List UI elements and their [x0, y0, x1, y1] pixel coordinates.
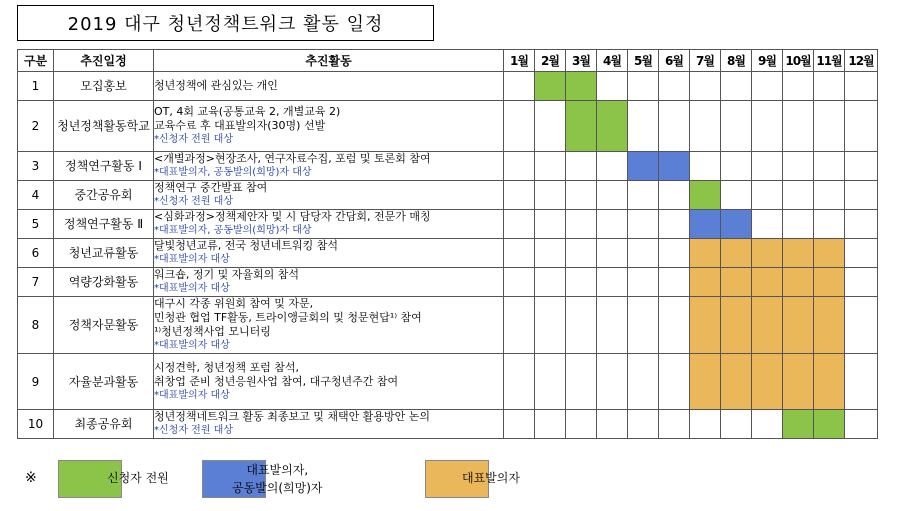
activity-note: *신청자 전원 대상: [154, 425, 233, 436]
header-month: 3월: [566, 50, 597, 72]
row-activity: [154, 410, 504, 439]
month-cell: [504, 72, 535, 101]
row-schedule: 정책연구활동 Ⅱ: [54, 210, 154, 239]
month-cell: [566, 181, 597, 210]
month-cell: [566, 239, 597, 268]
activity-line: 워크숍, 정기 및 자율회의 참석: [154, 268, 299, 281]
activity-note: *대표발의자 대상: [154, 340, 230, 351]
month-cell: [690, 152, 721, 181]
month-cell: [721, 268, 752, 297]
table-row: [18, 210, 878, 239]
month-cell: [845, 268, 878, 297]
month-cell: [783, 101, 814, 152]
month-cell: [783, 210, 814, 239]
month-cell: [752, 210, 783, 239]
month-cell: [504, 181, 535, 210]
header-month: 2월: [535, 50, 566, 72]
row-activity: [154, 101, 504, 152]
month-cell: [659, 268, 690, 297]
activity-line: <심화과정>정책제안자 및 시 담당자 간담회, 전문가 매칭: [154, 210, 431, 223]
month-cell: [597, 239, 628, 268]
month-cell: [535, 297, 566, 354]
row-number: 6: [18, 239, 54, 268]
header-month: 4월: [597, 50, 628, 72]
month-cell: [628, 72, 659, 101]
header-month: 12월: [845, 50, 878, 72]
month-cell: [721, 410, 752, 439]
month-cell: [628, 297, 659, 354]
activity-line: 대구시 각종 위원회 참여 및 자문,: [154, 297, 314, 310]
month-cell: [845, 181, 878, 210]
month-cell: [814, 410, 845, 439]
activity-line: <개별과정>현장조사, 연구자료수집, 포럼 및 토론회 참여: [154, 152, 431, 165]
month-cell: [721, 210, 752, 239]
activity-line: OT, 4회 교육(공통교육 2, 개별교육 2): [154, 105, 341, 118]
month-cell: [597, 297, 628, 354]
month-cell: [752, 268, 783, 297]
table-row: [18, 354, 878, 410]
month-cell: [814, 101, 845, 152]
row-schedule: 정책자문활동: [54, 297, 154, 354]
row-activity: [154, 181, 504, 210]
header-no: 구분: [18, 50, 54, 72]
month-cell: [783, 410, 814, 439]
month-cell: [814, 210, 845, 239]
month-cell: [535, 152, 566, 181]
month-cell: [690, 297, 721, 354]
table-row: [18, 72, 878, 101]
month-cell: [752, 152, 783, 181]
header-month: 1월: [504, 50, 535, 72]
header-month: 8월: [721, 50, 752, 72]
month-cell: [597, 410, 628, 439]
schedule-table: [17, 49, 878, 439]
month-cell: [535, 101, 566, 152]
month-cell: [504, 239, 535, 268]
activity-line: 민청관 협업 TF활동, 트라이앵글회의 및 청문현답¹⁾ 참여: [154, 311, 422, 324]
activity-line: 시정견학, 청년정책 포럼 참석,: [154, 360, 299, 374]
month-cell: [845, 210, 878, 239]
table-row: [18, 152, 878, 181]
month-cell: [504, 152, 535, 181]
month-cell: [690, 210, 721, 239]
month-cell: [628, 268, 659, 297]
month-cell: [535, 181, 566, 210]
header-month: 10월: [783, 50, 814, 72]
month-cell: [752, 181, 783, 210]
month-cell: [566, 101, 597, 152]
header-month: 5월: [628, 50, 659, 72]
header-month: 6월: [659, 50, 690, 72]
row-schedule: 모집홍보: [54, 72, 154, 101]
month-cell: [752, 410, 783, 439]
month-cell: [783, 152, 814, 181]
month-cell: [535, 410, 566, 439]
month-cell: [628, 239, 659, 268]
activity-note: *대표발의자, 공동발의(희망)자 대상: [154, 167, 312, 178]
row-activity: [154, 239, 504, 268]
header-month: 9월: [752, 50, 783, 72]
month-cell: [814, 297, 845, 354]
month-cell: [659, 354, 690, 410]
month-cell: [721, 239, 752, 268]
month-cell: [690, 101, 721, 152]
legend-label-blue: 대표발의자, 공동발의(희망)자: [232, 463, 323, 495]
legend-mark: ※: [25, 470, 37, 486]
month-cell: [535, 239, 566, 268]
month-cell: [845, 101, 878, 152]
month-cell: [721, 72, 752, 101]
month-cell: [628, 152, 659, 181]
row-activity: [154, 152, 504, 181]
month-cell: [659, 297, 690, 354]
table-row: [18, 268, 878, 297]
month-cell: [566, 297, 597, 354]
month-cell: [690, 268, 721, 297]
month-cell: [783, 72, 814, 101]
month-cell: [845, 152, 878, 181]
activity-line: 달빛청년교류, 전국 청년네트워킹 참석: [154, 239, 339, 252]
header-row: [18, 50, 878, 72]
row-number: 3: [18, 152, 54, 181]
month-cell: [659, 210, 690, 239]
row-activity: [154, 354, 504, 410]
month-cell: [659, 410, 690, 439]
month-cell: [597, 101, 628, 152]
row-schedule: 중간공유회: [54, 181, 154, 210]
month-cell: [659, 152, 690, 181]
month-cell: [566, 72, 597, 101]
month-cell: [814, 181, 845, 210]
month-cell: [845, 72, 878, 101]
month-cell: [659, 239, 690, 268]
table-row: [18, 239, 878, 268]
activity-note: *대표발의자 대상: [154, 389, 230, 401]
activity-line: 정책연구 중간발표 참여: [154, 181, 268, 194]
header-month: 11월: [814, 50, 845, 72]
month-cell: [628, 181, 659, 210]
month-cell: [845, 354, 878, 410]
row-schedule: 자율분과활동: [54, 354, 154, 410]
month-cell: [721, 152, 752, 181]
month-cell: [597, 152, 628, 181]
activity-note: *대표발의자, 공동발의(희망)자 대상: [154, 225, 312, 236]
row-number: 8: [18, 297, 54, 354]
month-cell: [504, 354, 535, 410]
table-row: [18, 181, 878, 210]
month-cell: [659, 72, 690, 101]
table-row: [18, 297, 878, 354]
month-cell: [814, 354, 845, 410]
month-cell: [597, 268, 628, 297]
month-cell: [535, 354, 566, 410]
month-cell: [690, 72, 721, 101]
month-cell: [504, 297, 535, 354]
month-cell: [752, 72, 783, 101]
activity-line: ¹⁾청년정책사업 모니터링: [154, 325, 271, 338]
month-cell: [783, 354, 814, 410]
month-cell: [597, 354, 628, 410]
month-cell: [566, 152, 597, 181]
row-number: 4: [18, 181, 54, 210]
activity-line: 취창업 준비 청년응원사업 참여, 대구청년주간 참여: [154, 374, 399, 388]
month-cell: [845, 239, 878, 268]
activity-note: *신청자 전원 대상: [154, 134, 233, 145]
month-cell: [783, 181, 814, 210]
month-cell: [504, 410, 535, 439]
schedule-body: [18, 72, 878, 439]
row-activity: [154, 268, 504, 297]
month-cell: [566, 354, 597, 410]
month-cell: [783, 239, 814, 268]
month-cell: [504, 268, 535, 297]
table-row: [18, 101, 878, 152]
legend-label-orange: 대표발의자: [462, 471, 520, 485]
month-cell: [566, 210, 597, 239]
row-number: 7: [18, 268, 54, 297]
row-schedule: 청년정책활동학교: [54, 101, 154, 152]
month-cell: [752, 297, 783, 354]
month-cell: [535, 268, 566, 297]
month-cell: [752, 239, 783, 268]
month-cell: [659, 101, 690, 152]
month-cell: [659, 181, 690, 210]
month-cell: [783, 268, 814, 297]
month-cell: [721, 297, 752, 354]
activity-note: *대표발의자 대상: [154, 254, 230, 265]
row-activity: [154, 297, 504, 354]
header-month: 7월: [690, 50, 721, 72]
month-cell: [566, 410, 597, 439]
month-cell: [814, 72, 845, 101]
month-cell: [845, 297, 878, 354]
month-cell: [752, 101, 783, 152]
month-cell: [721, 354, 752, 410]
month-cell: [504, 101, 535, 152]
month-cell: [690, 181, 721, 210]
month-cell: [628, 101, 659, 152]
activity-note: *신청자 전원 대상: [154, 196, 233, 207]
month-cell: [628, 354, 659, 410]
month-cell: [597, 181, 628, 210]
month-cell: [535, 72, 566, 101]
month-cell: [814, 152, 845, 181]
page-title-text: 2019 대구 청년정책트워크 활동 일정: [67, 14, 384, 35]
row-schedule: 역량강화활동: [54, 268, 154, 297]
row-schedule: 청년교류활동: [54, 239, 154, 268]
month-cell: [814, 239, 845, 268]
month-cell: [504, 210, 535, 239]
row-schedule: 최종공유회: [54, 410, 154, 439]
month-cell: [752, 354, 783, 410]
row-number: 2: [18, 101, 54, 152]
legend-label-green: 신청자 전원: [107, 471, 169, 485]
header-schedule: 추진일정: [54, 50, 154, 72]
month-cell: [690, 239, 721, 268]
activity-line: 청년정책네트워크 활동 최종보고 및 채택안 활용방안 논의: [154, 410, 431, 423]
month-cell: [690, 354, 721, 410]
month-cell: [535, 210, 566, 239]
page-title: [17, 5, 434, 41]
month-cell: [721, 181, 752, 210]
month-cell: [721, 101, 752, 152]
month-cell: [597, 210, 628, 239]
month-cell: [566, 268, 597, 297]
month-cell: [628, 210, 659, 239]
month-cell: [783, 297, 814, 354]
row-number: 1: [18, 72, 54, 101]
legend: [17, 458, 887, 502]
header-activity: 추진활동: [154, 50, 504, 72]
row-activity: [154, 210, 504, 239]
row-activity: [154, 72, 504, 101]
month-cell: [845, 410, 878, 439]
table-row: [18, 410, 878, 439]
month-cell: [597, 72, 628, 101]
row-schedule: 정책연구활동 Ⅰ: [54, 152, 154, 181]
activity-line: 교육수료 후 대표발의자(30명) 선발: [154, 119, 326, 132]
row-number: 5: [18, 210, 54, 239]
activity-note: *대표발의자 대상: [154, 283, 230, 294]
activity-line: 청년정책에 관심있는 개인: [154, 79, 278, 92]
month-cell: [814, 268, 845, 297]
month-cell: [690, 410, 721, 439]
month-cell: [628, 410, 659, 439]
row-number: 10: [18, 410, 54, 439]
row-number: 9: [18, 354, 54, 410]
